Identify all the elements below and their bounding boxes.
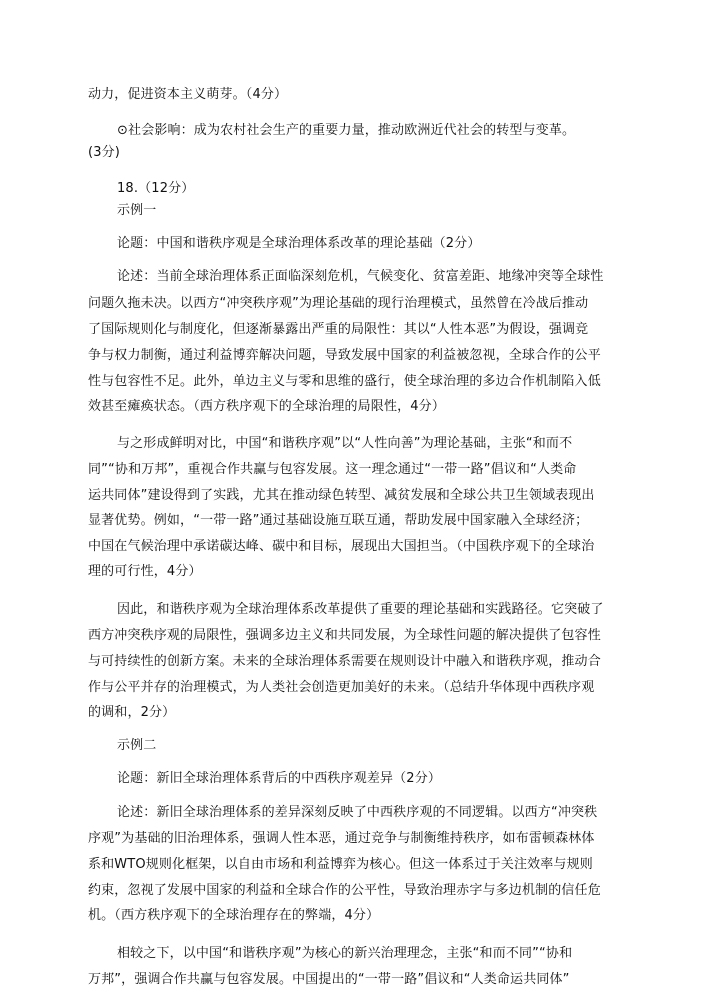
text-line: 论述：新旧全球治理体系的差异深刻反映了中西秩序观的不同逻辑。以西方“冲突秩 — [117, 805, 598, 820]
text-line: 效甚至瘫痪状态。（西方秩序观下的全球治理的局限性，4分） — [88, 399, 445, 414]
text-line: 西方冲突秩序观的局限性，强调多边主义和共同发展，为全球性问题的解决提供了包容性 — [88, 628, 601, 643]
text-line: 作与公平并存的治理模式，为人类社会创造更加美好的未来。（总结升华体现中西秩序观 — [88, 680, 595, 695]
text-line: ⊙社会影响：成为农村社会生产的重要力量，推动欧洲近代社会的转型与变革。 — [117, 123, 576, 138]
text-line: 问题久拖未决。以西方“冲突秩序观”为理论基础的现行治理模式，虽然曾在冷战后推动 — [88, 296, 589, 311]
text-line: 约束，忽视了发展中国家的利益和全球合作的公平性，导致治理赤字与多边机制的信任危 — [88, 883, 601, 898]
example-heading: 示例二 — [117, 738, 157, 753]
text-line: 性与包容性不足。此外，单边主义与零和思维的盛行，使全球治理的多边合作机制陷入低 — [88, 374, 601, 389]
text-line: 的调和，2分） — [88, 705, 176, 720]
example-heading: 示例一 — [117, 203, 157, 218]
text-line: 因此，和谐秩序观为全球治理体系改革提供了重要的理论基础和实践路径。它突破了 — [117, 602, 604, 617]
text-line: 了国际规则化与制度化，但逐渐暴露出严重的局限性：其以“人性本恶”为假设，强调竞 — [88, 322, 589, 337]
text-line: 与之形成鲜明对比，中国“和谐秩序观”以“人性向善”为理论基础，主张“和而不 — [117, 436, 573, 451]
text-line: 中国在气候治理中承诺碳达峰、碳中和目标，展现出大国担当。（中国秩序观下的全球治 — [88, 539, 595, 554]
text-line: 万邦”，强调合作共赢与包容发展。中国提出的“一带一路”倡议和“人类命运共同体” — [88, 972, 570, 987]
text-line: 系和WTO规则化框架，以自由市场和利益博弈为核心。但这一体系过于关注效率与规则 — [88, 857, 593, 872]
text-line: 同”“协和万邦”，重视合作共赢与包容发展。这一理念通过“一带一路”倡议和“人类命 — [88, 462, 577, 477]
text-line: 动力，促进资本主义萌芽。（4分） — [88, 87, 288, 102]
text-line: 与可持续性的创新方案。未来的全球治理体系需要在规则设计中融入和谐秩序观，推动合 — [88, 654, 601, 669]
text-line: 相较之下，以中国“和谐秩序观”为核心的新兴治理理念，主张“和而不同”“协和 — [117, 946, 573, 961]
text-line: 论述：当前全球治理体系正面临深刻危机，气候变化、贫富差距、地缘冲突等全球性 — [117, 269, 604, 284]
question-number: 18.（12分） — [117, 181, 195, 196]
thesis-line: 论题：中国和谐秩序观是全球治理体系改革的理论基础（2分） — [117, 236, 481, 251]
text-line: (3分) — [88, 145, 121, 160]
text-line: 争与权力制衡，通过利益博弈解决问题，导致发展中国家的利益被忽视，全球合作的公平 — [88, 348, 601, 363]
text-line: 显著优势。例如，“一带一路”通过基础设施互联互通，帮助发展中国家融入全球经济； — [88, 513, 589, 528]
text-line: 序观”为基础的旧治理体系，强调人性本恶，通过竞争与制衡维持秩序，如布雷顿森林体 — [88, 831, 595, 846]
text-line: 机。（西方秩序观下的全球治理存在的弊端，4分） — [88, 908, 380, 923]
thesis-line: 论题：新旧全球治理体系背后的中西秩序观差异（2分） — [117, 771, 442, 786]
text-line: 运共同体”建设得到了实践，尤其在推动绿色转型、减贫发展和全球公共卫生领域表现出 — [88, 488, 595, 503]
text-line: 理的可行性，4分） — [88, 564, 202, 579]
